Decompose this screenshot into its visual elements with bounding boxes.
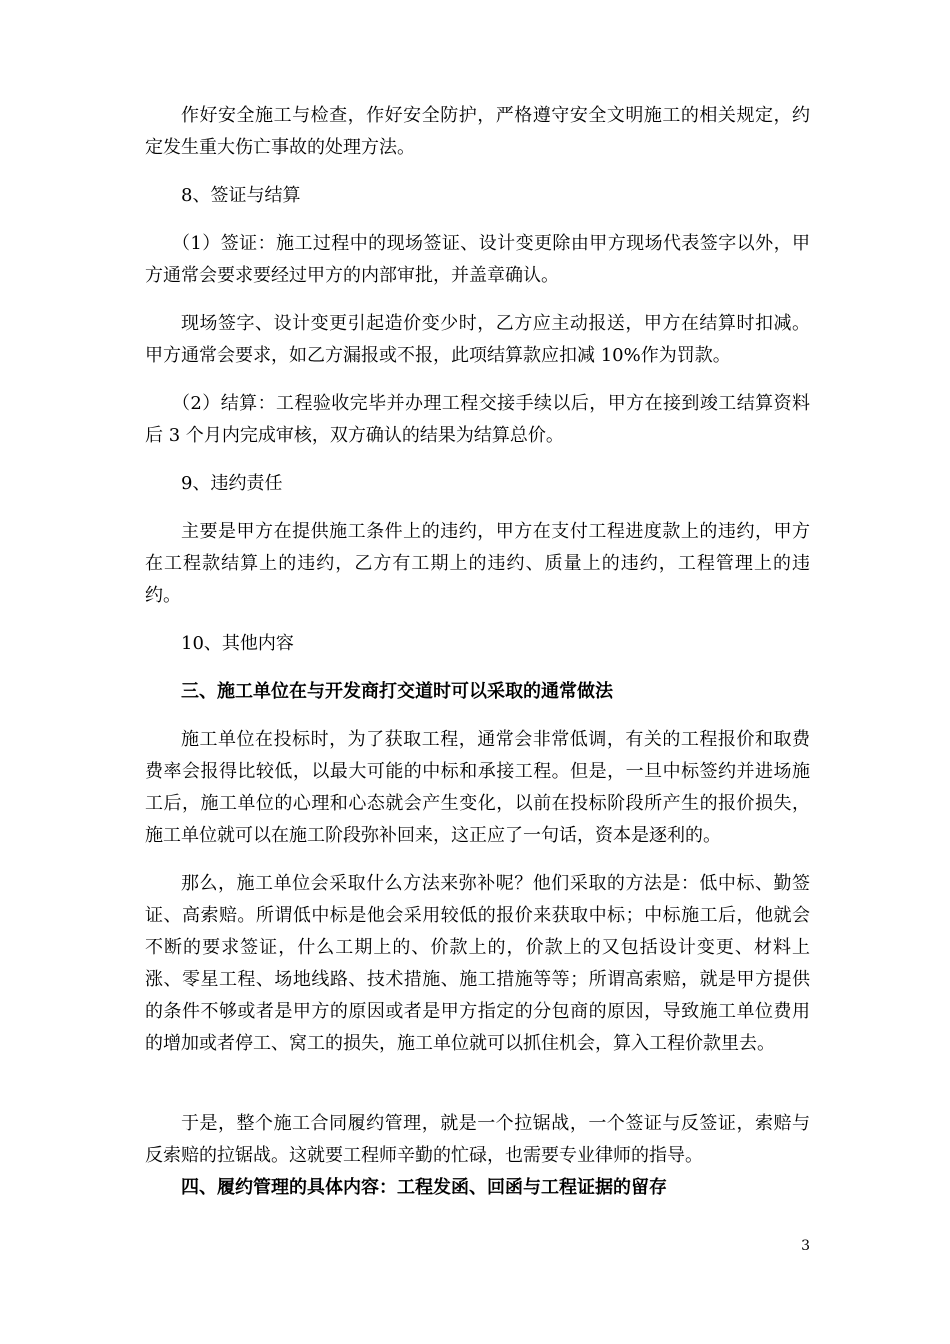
paragraph-breach: 主要是甲方在提供施工条件上的违约，甲方在支付工程进度款上的违约，甲方在工程款结算上的违约，乙方有工期上的违约、质量上的违约，工程管理上的违约。 [145, 521, 810, 606]
paragraph-settlement: （2）结算：工程验收完毕并办理工程交接手续以后，甲方在接到竣工结算资料后 3 个月内完成审核，双方确认的结果为结算总价。 [145, 393, 810, 446]
paragraph-site-signature: 现场签字、设计变更引起造价变少时，乙方应主动报送，甲方在结算时扣减。甲方通常会要求，如乙方漏报或不报，此项结算款应扣减 10%作为罚款。 [145, 313, 810, 366]
paragraph-methods: 那么，施工单位会采取什么方法来弥补呢？他们采取的方法是：低中标、勤签证、高索赔。所谓低中标是他会采用较低的报价来获取中标；中标施工后，他就会不断的要求签证，什么工期上的、价款上的，价款上的又包括设计变更、材料上涨、零星工程、场地线路、技术措施、施工措施等等；所谓高索赔，就是甲方提供的条件不够或者是甲方的原因或者是甲方指定的分包商的原因，导致施工单位费用的增加或者停工、窝工的损失，施工单位就可以抓住机会，算入工程价款里去。 [145, 873, 810, 1054]
paragraph-visa: （1）签证：施工过程中的现场签证、设计变更除由甲方现场代表签字以外，甲方通常会要求要经过甲方的内部审批，并盖章确认。 [145, 233, 810, 286]
section-10-heading: 10、其他内容 [181, 633, 294, 654]
section-4-heading: 四、履约管理的具体内容：工程发函、回函与工程证据的留存 [181, 1177, 667, 1198]
paragraph-safety-construction: 作好安全施工与检查，作好安全防护，严格遵守安全文明施工的相关规定，约定发生重大伤亡事故的处理方法。 [145, 105, 810, 158]
section-9-heading: 9、违约责任 [181, 473, 283, 494]
section-8-heading: 8、签证与结算 [181, 185, 301, 206]
paragraph-contract-management: 于是，整个施工合同履约管理，就是一个拉锯战，一个签证与反签证，索赔与反索赔的拉锯战。这就要工程师辛勤的忙碌，也需要专业律师的指导。 [145, 1113, 810, 1166]
section-3-heading: 三、施工单位在与开发商打交道时可以采取的通常做法 [181, 681, 613, 702]
page-number: 3 [801, 1238, 810, 1254]
paragraph-bidding: 施工单位在投标时，为了获取工程，通常会非常低调，有关的工程报价和取费费率会报得比较低，以最大可能的中标和承接工程。但是，一旦中标签约并进场施工后，施工单位的心理和心态就会产生变化，以前在投标阶段所产生的报价损失，施工单位就可以在施工阶段弥补回来，这正应了一句话，资本是逐利的。 [145, 729, 810, 846]
